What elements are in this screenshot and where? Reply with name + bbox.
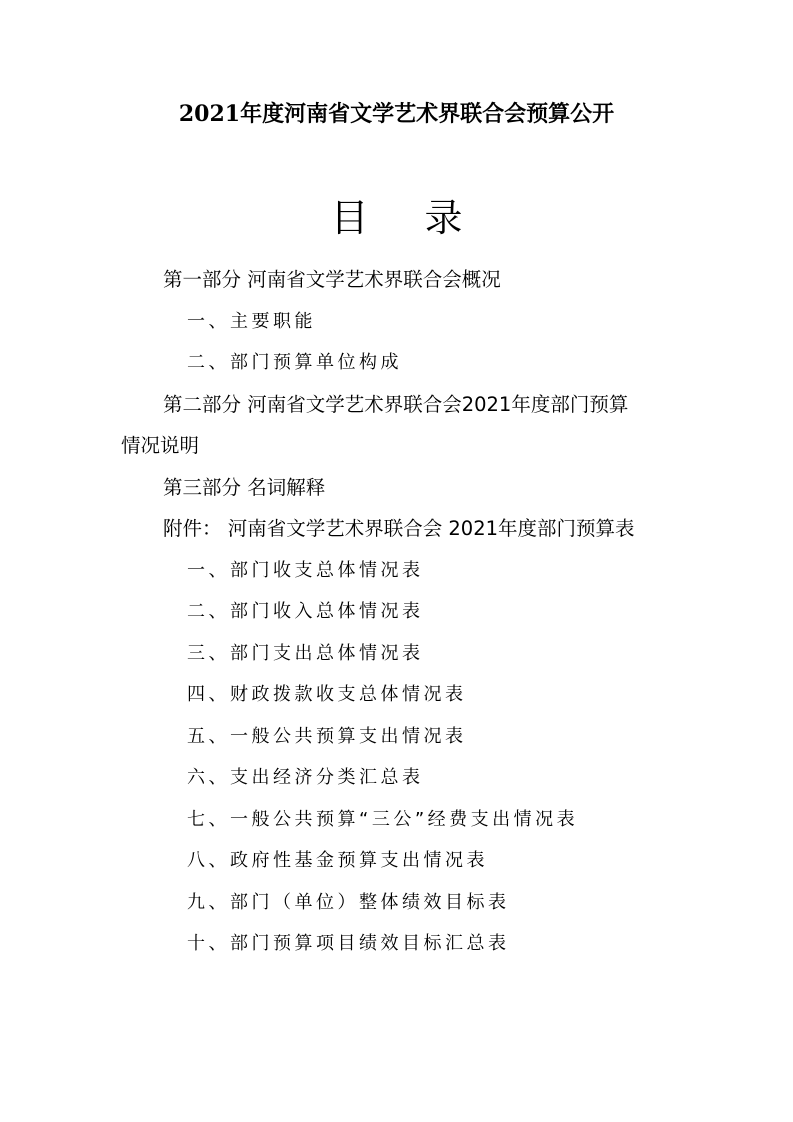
toc-part3-heading: 第三部分 名词解释 [163, 476, 326, 499]
toc-appendix-item-1: 一、部门收支总体情况表 [187, 560, 424, 581]
toc-appendix-item-10: 十、部门预算项目绩效目标汇总表 [187, 933, 510, 954]
toc-appendix-item-7: 七、一般公共预算“三公”经费支出情况表 [187, 809, 579, 830]
toc-heading: 目 录 [330, 196, 485, 240]
toc-appendix-item-2: 二、部门收入总体情况表 [187, 601, 424, 622]
toc-part1-item-2: 二、部门预算单位构成 [187, 352, 402, 373]
toc-appendix-item-8: 八、政府性基金预算支出情况表 [187, 850, 488, 871]
toc-part2-heading: 第二部分 河南省文学艺术界联合会2021年度部门预算 [163, 393, 629, 416]
toc-appendix-item-4: 四、财政拨款收支总体情况表 [187, 684, 467, 705]
document-title: 2021年度河南省文学艺术界联合会预算公开 [178, 101, 615, 127]
toc-appendix-item-6: 六、支出经济分类汇总表 [187, 767, 424, 788]
toc-part1-item-1: 一、主要职能 [187, 311, 316, 332]
toc-part1-heading: 第一部分 河南省文学艺术界联合会概况 [163, 268, 501, 291]
toc-appendix-heading: 附件： 河南省文学艺术界联合会 2021年度部门预算表 [163, 517, 635, 540]
toc-part2-heading-continued: 情况说明 [121, 434, 200, 457]
toc-appendix-item-5: 五、一般公共预算支出情况表 [187, 726, 467, 747]
toc-appendix-item-9: 九、部门（单位）整体绩效目标表 [187, 892, 510, 913]
toc-appendix-item-3: 三、部门支出总体情况表 [187, 643, 424, 664]
